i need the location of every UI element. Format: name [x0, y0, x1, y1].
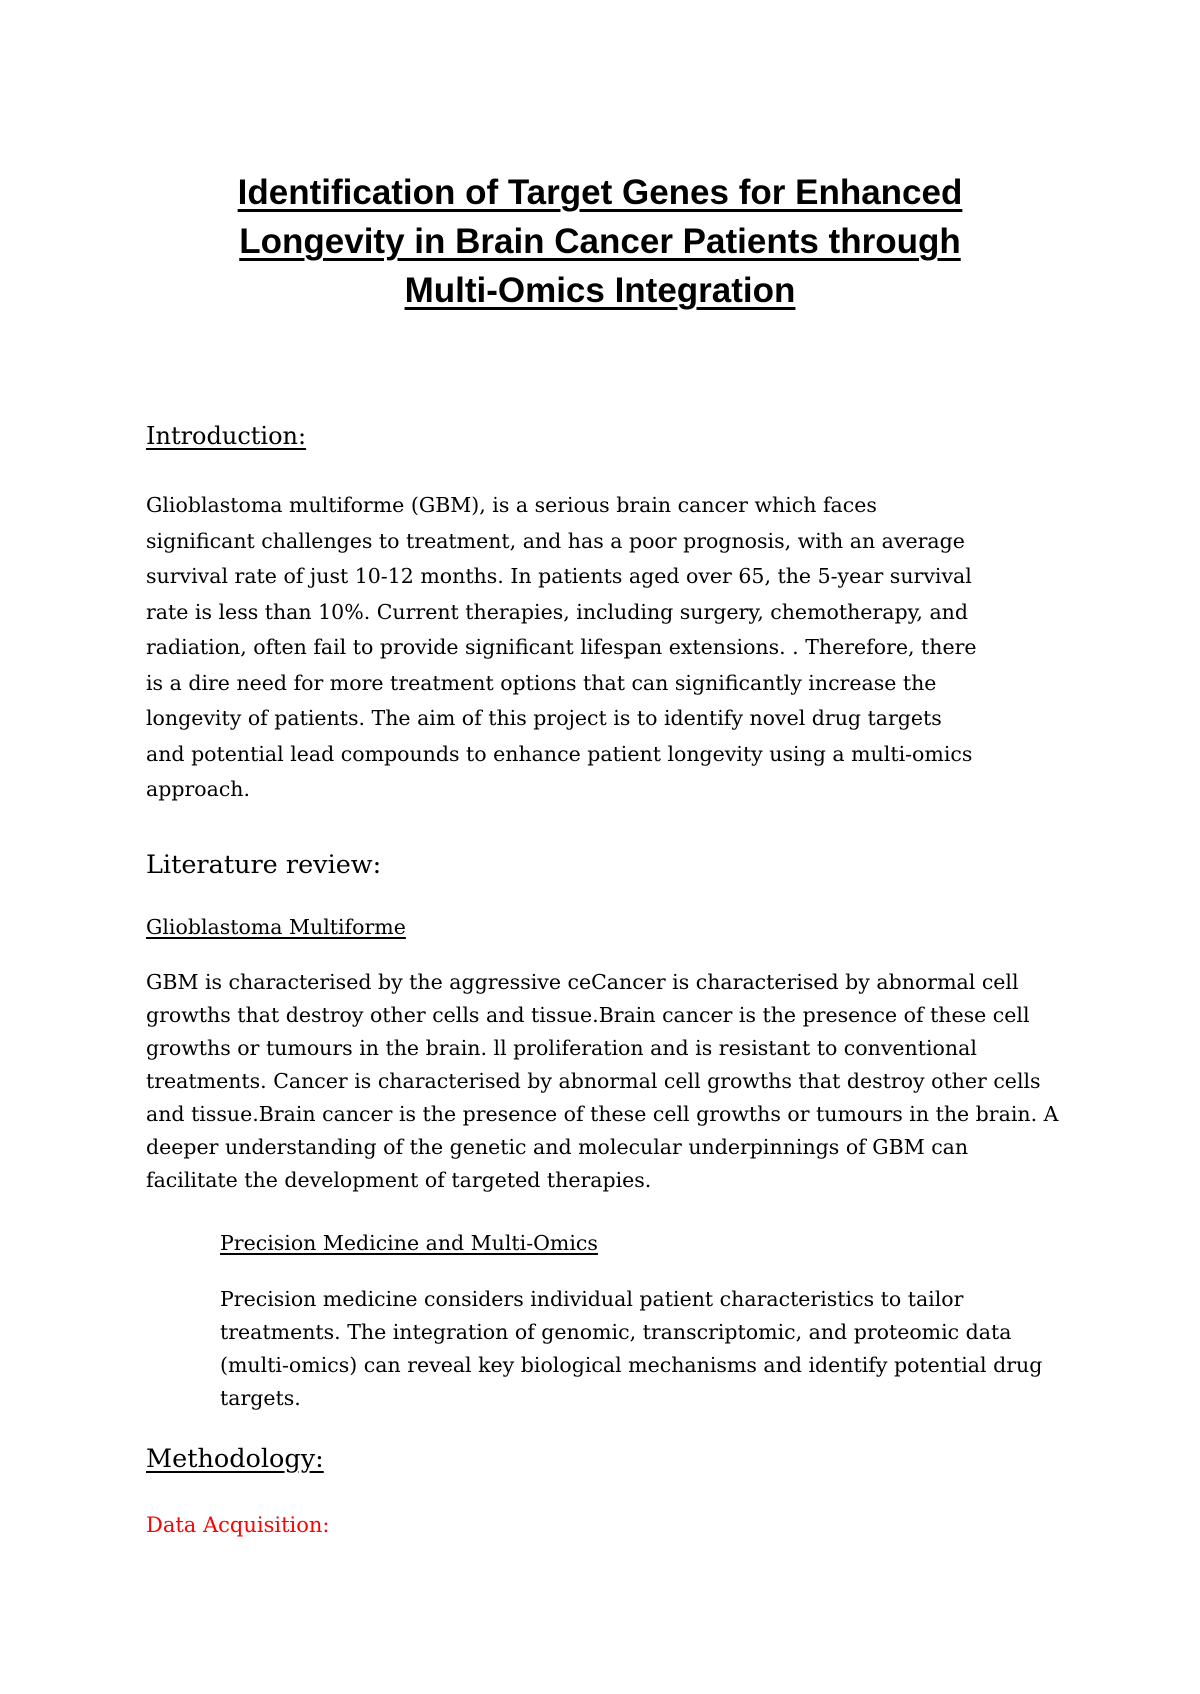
- text-line: growths or tumours in the brain. ll proliferation and is resistant to conventional: [146, 1036, 977, 1060]
- glioblastoma-paragraph: [146, 966, 1058, 1197]
- text-line: GBM is characterised by the aggressive ceCancer is characterised by abnormal cell: [146, 970, 1019, 994]
- text-line: treatments. The integration of genomic, transcriptomic, and proteomic data: [220, 1320, 1012, 1344]
- text-line: and tissue.Brain cancer is the presence of these cell growths or tumours in the brain. A: [146, 1102, 1059, 1126]
- precision-medicine-subheading: Precision Medicine and Multi-Omics: [220, 1231, 598, 1255]
- document-title: [140, 168, 1060, 315]
- text-line: facilitate the development of targeted therapies.: [146, 1168, 652, 1192]
- literature-review-heading: Literature review:: [146, 850, 382, 880]
- text-line: is a dire need for more treatment options that can significantly increase the: [146, 670, 937, 695]
- text-line: Precision medicine considers individual patient characteristics to tailor: [220, 1287, 964, 1311]
- text-line: deeper understanding of the genetic and molecular underpinnings of GBM can: [146, 1135, 969, 1159]
- title-line: Identification of Target Genes for Enhanced: [237, 173, 963, 212]
- text-line: (multi-omics) can reveal key biological mechanisms and identify potential drug: [220, 1353, 1043, 1377]
- introduction-paragraph: [146, 488, 977, 808]
- text-line: longevity of patients. The aim of this project is to identify novel drug targets: [146, 706, 942, 730]
- methodology-heading: Methodology:: [146, 1444, 324, 1474]
- text-line: rate is less than 10%. Current therapies, including surgery, chemotherapy, and: [146, 599, 969, 624]
- text-line: growths that destroy other cells and tissue.Brain cancer is the presence of these cell: [146, 1003, 1030, 1027]
- title-line: Multi-Omics Integration: [404, 271, 796, 310]
- text-line: Glioblastoma multiforme (GBM), is a serious brain cancer which faces: [146, 493, 877, 517]
- text-line: significant challenges to treatment, and has a poor prognosis, with an average: [146, 528, 965, 553]
- text-line: survival rate of just 10-12 months. In patients aged over 65, the 5-year survival: [146, 564, 972, 588]
- text-line: approach.: [146, 777, 251, 801]
- text-line: radiation, often fail to provide significant lifespan extensions. . Therefore, there: [146, 635, 977, 659]
- data-acquisition-heading: Data Acquisition:: [146, 1513, 330, 1537]
- text-line: treatments. Cancer is characterised by abnormal cell growths that destroy other cells: [146, 1069, 1041, 1093]
- precision-medicine-paragraph: [220, 1283, 1042, 1415]
- text-line: and potential lead compounds to enhance patient longevity using a multi-omics: [146, 741, 973, 766]
- glioblastoma-subheading: Glioblastoma Multiforme: [146, 915, 406, 939]
- text-line: targets.: [220, 1386, 301, 1410]
- title-line: Longevity in Brain Cancer Patients through: [239, 222, 961, 261]
- introduction-heading: Introduction:: [146, 422, 307, 450]
